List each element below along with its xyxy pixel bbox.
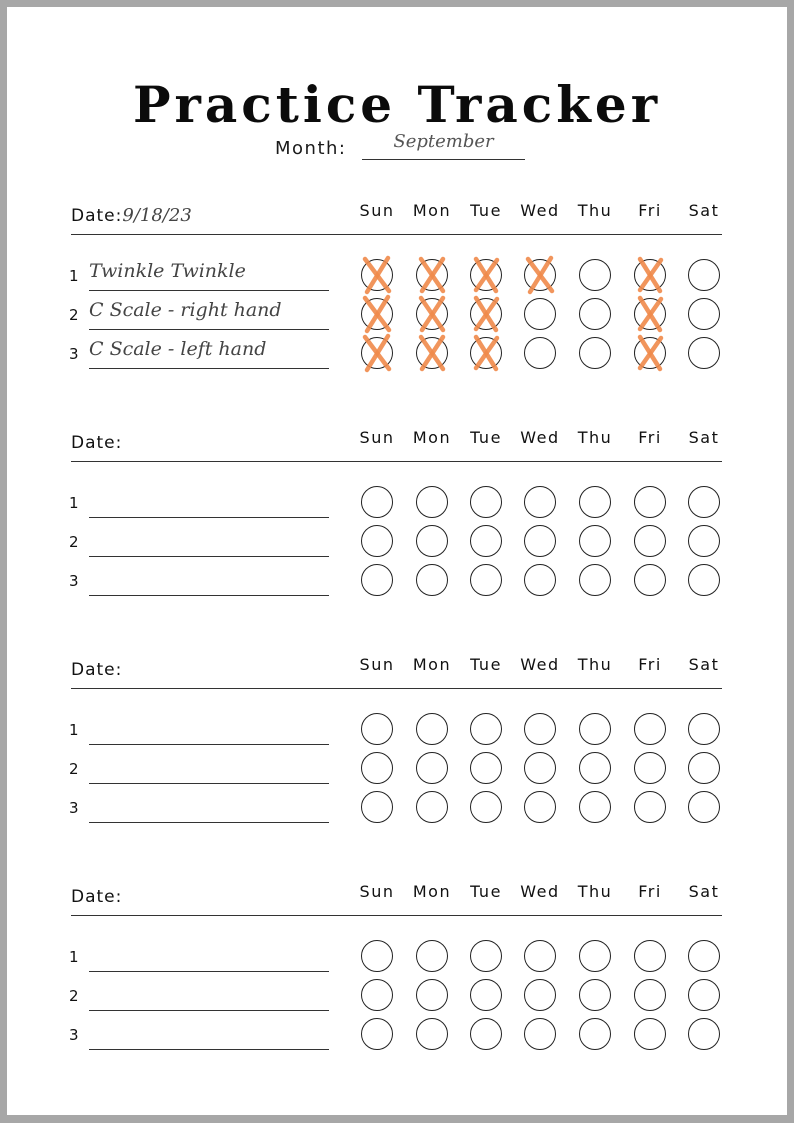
item-name-blank[interactable]	[89, 487, 329, 511]
item-name-blank[interactable]	[89, 753, 329, 777]
day-checkbox[interactable]	[416, 259, 448, 291]
day-checkbox[interactable]	[361, 486, 393, 518]
day-checkbox[interactable]	[634, 1018, 666, 1050]
day-checkbox[interactable]	[688, 752, 720, 784]
item-name[interactable]: Twinkle Twinkle	[89, 260, 246, 282]
day-checkbox[interactable]	[634, 259, 666, 291]
day-checkbox[interactable]	[688, 259, 720, 291]
day-checkbox[interactable]	[579, 298, 611, 330]
day-header-tue: Tue	[470, 428, 502, 447]
item-name[interactable]: C Scale - left hand	[89, 338, 267, 360]
item-number: 3	[69, 345, 79, 363]
day-header-tue: Tue	[470, 655, 502, 674]
day-checkbox[interactable]	[579, 752, 611, 784]
day-checkbox[interactable]	[470, 752, 502, 784]
day-checkbox[interactable]	[524, 713, 556, 745]
day-checkbox[interactable]	[524, 752, 556, 784]
day-header-fri: Fri	[638, 428, 662, 447]
day-checkbox[interactable]	[524, 1018, 556, 1050]
item-number: 3	[69, 799, 79, 817]
day-header-sun: Sun	[359, 428, 395, 447]
item-name-blank[interactable]	[89, 526, 329, 550]
day-checkbox[interactable]	[524, 337, 556, 369]
day-checkbox[interactable]	[470, 979, 502, 1011]
day-checkbox[interactable]	[634, 486, 666, 518]
item-line	[89, 517, 329, 518]
day-checkbox[interactable]	[470, 1018, 502, 1050]
day-header-fri: Fri	[638, 655, 662, 674]
item-line	[89, 822, 329, 823]
day-checkbox[interactable]	[688, 940, 720, 972]
day-checkbox[interactable]	[524, 564, 556, 596]
day-checkbox[interactable]	[361, 979, 393, 1011]
day-checkbox[interactable]	[579, 791, 611, 823]
day-checkbox[interactable]	[524, 259, 556, 291]
day-checkbox[interactable]	[524, 791, 556, 823]
day-checkbox[interactable]	[470, 940, 502, 972]
item-name-blank[interactable]	[89, 1019, 329, 1043]
day-checkbox[interactable]	[579, 259, 611, 291]
month-label: Month:	[275, 138, 347, 159]
day-checkbox[interactable]	[524, 940, 556, 972]
date-label	[71, 432, 122, 453]
item-line	[89, 744, 329, 745]
day-checkbox[interactable]	[688, 564, 720, 596]
date-label-text: Date:	[71, 887, 123, 907]
day-checkbox[interactable]	[470, 259, 502, 291]
day-checkbox[interactable]	[361, 298, 393, 330]
day-checkbox[interactable]	[634, 525, 666, 557]
day-checkbox[interactable]	[579, 1018, 611, 1050]
day-header-sun: Sun	[359, 201, 395, 220]
day-header-thu: Thu	[577, 655, 613, 674]
day-checkbox[interactable]	[416, 525, 448, 557]
day-checkbox[interactable]	[361, 791, 393, 823]
item-line	[89, 1010, 329, 1011]
day-header-sat: Sat	[688, 428, 720, 447]
day-checkbox[interactable]	[361, 1018, 393, 1050]
day-header-sat: Sat	[688, 201, 720, 220]
day-checkbox[interactable]	[361, 940, 393, 972]
item-number: 3	[69, 1026, 79, 1044]
item-line	[89, 1049, 329, 1050]
day-checkbox[interactable]	[470, 713, 502, 745]
day-header-fri: Fri	[638, 882, 662, 901]
item-line	[89, 595, 329, 596]
day-checkbox[interactable]	[361, 259, 393, 291]
date-label	[71, 886, 122, 907]
date-value[interactable]: 9/18/23	[122, 205, 192, 226]
tracker-section	[7, 655, 787, 859]
day-header-tue: Tue	[470, 201, 502, 220]
day-checkbox[interactable]	[634, 337, 666, 369]
day-header-wed: Wed	[520, 655, 560, 674]
day-checkbox[interactable]	[416, 979, 448, 1011]
day-header-mon: Mon	[412, 428, 452, 447]
day-checkbox[interactable]	[634, 752, 666, 784]
day-header-thu: Thu	[577, 428, 613, 447]
item-name-blank[interactable]	[89, 980, 329, 1004]
item-number: 2	[69, 760, 79, 778]
day-checkbox[interactable]	[416, 940, 448, 972]
day-checkbox[interactable]	[524, 298, 556, 330]
day-checkbox[interactable]	[416, 298, 448, 330]
item-number: 1	[69, 948, 79, 966]
item-number: 2	[69, 306, 79, 324]
date-label	[71, 205, 192, 226]
day-checkbox[interactable]	[361, 525, 393, 557]
tracker-page	[7, 7, 787, 1115]
item-name-blank[interactable]	[89, 941, 329, 965]
date-label-text: Date:	[71, 433, 123, 453]
day-checkbox[interactable]	[688, 486, 720, 518]
day-checkbox[interactable]	[416, 486, 448, 518]
day-checkbox[interactable]	[579, 979, 611, 1011]
item-name[interactable]: C Scale - right hand	[89, 299, 282, 321]
day-header-wed: Wed	[520, 882, 560, 901]
day-header-mon: Mon	[412, 655, 452, 674]
day-checkbox[interactable]	[634, 940, 666, 972]
day-checkbox[interactable]	[361, 337, 393, 369]
item-line	[89, 368, 329, 369]
day-checkbox[interactable]	[634, 979, 666, 1011]
item-number: 1	[69, 267, 79, 285]
day-checkbox[interactable]	[470, 337, 502, 369]
day-checkbox[interactable]	[688, 713, 720, 745]
day-header-fri: Fri	[638, 201, 662, 220]
tracker-section	[7, 882, 787, 1086]
day-checkbox[interactable]	[416, 564, 448, 596]
day-checkbox[interactable]	[688, 525, 720, 557]
date-label-text: Date:	[71, 206, 123, 226]
day-checkbox[interactable]	[416, 337, 448, 369]
day-checkbox[interactable]	[634, 791, 666, 823]
item-name-blank[interactable]	[89, 792, 329, 816]
day-header-wed: Wed	[520, 428, 560, 447]
day-checkbox[interactable]	[688, 1018, 720, 1050]
day-checkbox[interactable]	[634, 713, 666, 745]
day-checkbox[interactable]	[634, 298, 666, 330]
page-title: Practice Tracker	[132, 75, 662, 134]
item-number: 3	[69, 572, 79, 590]
item-name-blank[interactable]	[89, 714, 329, 738]
day-checkbox[interactable]	[579, 337, 611, 369]
item-line	[89, 971, 329, 972]
day-checkbox[interactable]	[416, 752, 448, 784]
day-checkbox[interactable]	[524, 979, 556, 1011]
item-number: 1	[69, 721, 79, 739]
date-label	[71, 659, 122, 680]
date-label-text: Date:	[71, 660, 123, 680]
item-name-blank[interactable]	[89, 565, 329, 589]
tracker-section	[7, 201, 787, 405]
section-divider	[71, 688, 722, 689]
day-checkbox[interactable]	[688, 298, 720, 330]
day-header-mon: Mon	[412, 882, 452, 901]
day-checkbox[interactable]	[416, 1018, 448, 1050]
day-checkbox[interactable]	[579, 713, 611, 745]
day-checkbox[interactable]	[688, 337, 720, 369]
item-number: 1	[69, 494, 79, 512]
item-line	[89, 783, 329, 784]
day-header-sun: Sun	[359, 882, 395, 901]
day-checkbox[interactable]	[470, 791, 502, 823]
day-header-tue: Tue	[470, 882, 502, 901]
day-checkbox[interactable]	[688, 979, 720, 1011]
item-number: 2	[69, 533, 79, 551]
day-checkbox[interactable]	[361, 713, 393, 745]
item-line	[89, 329, 329, 330]
day-header-thu: Thu	[577, 882, 613, 901]
day-header-sat: Sat	[688, 655, 720, 674]
day-checkbox[interactable]	[416, 713, 448, 745]
item-number: 2	[69, 987, 79, 1005]
day-checkbox[interactable]	[361, 564, 393, 596]
day-header-sat: Sat	[688, 882, 720, 901]
day-checkbox[interactable]	[470, 486, 502, 518]
day-checkbox[interactable]	[579, 486, 611, 518]
day-header-sun: Sun	[359, 655, 395, 674]
day-checkbox[interactable]	[361, 752, 393, 784]
day-header-mon: Mon	[412, 201, 452, 220]
item-line	[89, 290, 329, 291]
day-checkbox[interactable]	[416, 791, 448, 823]
day-checkbox[interactable]	[688, 791, 720, 823]
section-divider	[71, 461, 722, 462]
tracker-section	[7, 428, 787, 632]
day-checkbox[interactable]	[634, 564, 666, 596]
day-checkbox[interactable]	[524, 486, 556, 518]
day-checkbox[interactable]	[470, 525, 502, 557]
day-checkbox[interactable]	[579, 940, 611, 972]
day-header-wed: Wed	[520, 201, 560, 220]
section-divider	[71, 915, 722, 916]
day-checkbox[interactable]	[470, 298, 502, 330]
day-checkbox[interactable]	[524, 525, 556, 557]
day-checkbox[interactable]	[470, 564, 502, 596]
day-checkbox[interactable]	[579, 564, 611, 596]
month-field[interactable]: September	[362, 131, 525, 160]
day-header-thu: Thu	[577, 201, 613, 220]
day-checkbox[interactable]	[579, 525, 611, 557]
item-line	[89, 556, 329, 557]
section-divider	[71, 234, 722, 235]
